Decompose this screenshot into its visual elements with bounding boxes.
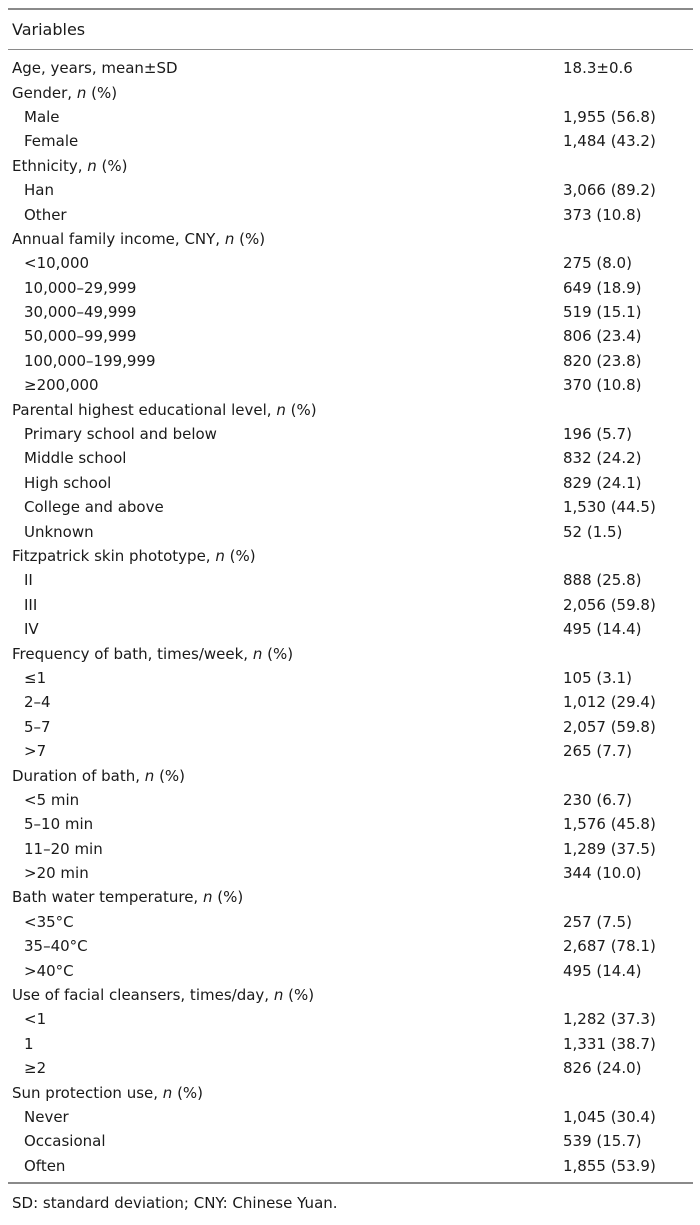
row-label: Never: [24, 1107, 69, 1126]
row-label: Ethnicity, n (%): [12, 156, 128, 175]
row-label: 35–40°C: [24, 937, 88, 956]
row-value: 196 (5.7): [563, 425, 632, 444]
table-category-row: [8, 1080, 693, 1104]
table-row: [8, 715, 693, 739]
row-label: Annual family income, CNY, n (%): [12, 229, 266, 248]
row-label: ≥200,000: [24, 376, 99, 395]
row-label: Other: [24, 205, 67, 224]
row-label: Middle school: [24, 449, 127, 468]
row-label: Age, years, mean±SD: [12, 59, 178, 78]
row-value: 230 (6.7): [563, 790, 632, 809]
table-row: [8, 910, 693, 934]
row-label: ≤1: [24, 668, 47, 687]
table-row: [8, 690, 693, 714]
table-row: [8, 373, 693, 397]
row-label: 5–7: [24, 717, 51, 736]
table-row: [8, 519, 693, 543]
table-row: [8, 446, 693, 470]
table-row: [8, 422, 693, 446]
row-label: <1: [24, 1010, 47, 1029]
table-row: [8, 1105, 693, 1129]
row-label: Female: [24, 132, 79, 151]
row-label: 5–10 min: [24, 815, 94, 834]
row-value: 1,282 (37.3): [563, 1010, 656, 1029]
table-category-row: [8, 397, 693, 421]
table-row: [8, 739, 693, 763]
row-label: <5 min: [24, 790, 80, 809]
row-label: Unknown: [24, 522, 94, 541]
row-label: >7: [24, 742, 47, 761]
table-category-row: [8, 154, 693, 178]
row-label: Use of facial cleansers, times/day, n (%): [12, 986, 315, 1005]
table-category-row: [8, 56, 693, 80]
table-row: [8, 1154, 693, 1178]
row-label: 11–20 min: [24, 839, 103, 858]
row-value: 105 (3.1): [563, 668, 632, 687]
row-label: High school: [24, 473, 112, 492]
table-category-row: [8, 983, 693, 1007]
table-row: [8, 129, 693, 153]
row-label: Occasional: [24, 1132, 106, 1151]
table-row: [8, 934, 693, 958]
table-row: [8, 812, 693, 836]
row-label: <10,000: [24, 254, 90, 273]
header-variables-label: Variables: [12, 20, 86, 39]
row-value: 1,576 (45.8): [563, 815, 656, 834]
row-label: ≥2: [24, 1059, 47, 1078]
row-label: III: [24, 595, 38, 614]
row-value: 519 (15.1): [563, 303, 642, 322]
row-value: 1,484 (43.2): [563, 132, 656, 151]
table-category-row: [8, 544, 693, 568]
row-label: 100,000–199,999: [24, 351, 156, 370]
row-value: 3,066 (89.2): [563, 181, 656, 200]
row-label: College and above: [24, 498, 164, 517]
row-label: >40°C: [24, 961, 74, 980]
table-row: [8, 593, 693, 617]
row-value: 1,955 (56.8): [563, 107, 656, 126]
row-label: 30,000–49,999: [24, 303, 137, 322]
table-category-row: [8, 227, 693, 251]
row-value: 820 (23.8): [563, 351, 642, 370]
table-row: [8, 1056, 693, 1080]
row-label: 50,000–99,999: [24, 327, 137, 346]
row-label: 10,000–29,999: [24, 278, 137, 297]
table-row: [8, 178, 693, 202]
table-row: [8, 837, 693, 861]
table-row: [8, 349, 693, 373]
characteristics-table: [8, 8, 693, 1212]
row-value: 1,855 (53.9): [563, 1156, 656, 1175]
row-label: Primary school and below: [24, 425, 217, 444]
row-value: 832 (24.2): [563, 449, 642, 468]
row-label: 1: [24, 1034, 34, 1053]
row-value: 495 (14.4): [563, 620, 642, 639]
row-value: 495 (14.4): [563, 961, 642, 980]
row-value: 2,056 (59.8): [563, 595, 656, 614]
table-row: [8, 471, 693, 495]
row-label: Han: [24, 181, 54, 200]
table-row: [8, 617, 693, 641]
table-row: [8, 1032, 693, 1056]
table-category-row: [8, 885, 693, 909]
row-value: 649 (18.9): [563, 278, 642, 297]
table-category-row: [8, 763, 693, 787]
row-label: II: [24, 571, 33, 590]
row-value: 265 (7.7): [563, 742, 632, 761]
table-row: [8, 251, 693, 275]
table-row: [8, 202, 693, 226]
table-row: [8, 324, 693, 348]
table-row: [8, 1129, 693, 1153]
row-value: 344 (10.0): [563, 864, 642, 883]
table-row: [8, 788, 693, 812]
row-value: 1,331 (38.7): [563, 1034, 656, 1053]
row-value: 1,530 (44.5): [563, 498, 656, 517]
row-label: Sun protection use, n (%): [12, 1083, 204, 1102]
row-label: Fitzpatrick skin phototype, n (%): [12, 547, 256, 565]
row-value: 1,012 (29.4): [563, 693, 656, 712]
row-label: Frequency of bath, times/week, n (%): [12, 644, 294, 663]
row-value: 829 (24.1): [563, 473, 642, 492]
table-row: [8, 105, 693, 129]
row-label: Bath water temperature, n (%): [12, 888, 244, 907]
table-row: [8, 276, 693, 300]
row-value: 2,057 (59.8): [563, 717, 656, 736]
table-row: [8, 666, 693, 690]
table-row: [8, 958, 693, 982]
table-row: [8, 300, 693, 324]
row-value: 1,045 (30.4): [563, 1107, 656, 1126]
row-value: 539 (15.7): [563, 1132, 642, 1151]
row-value: 373 (10.8): [563, 205, 642, 224]
table-footnote: SD: standard deviation; CNY: Chinese Yuan.: [12, 1193, 338, 1212]
table-row: [8, 568, 693, 592]
table-header: [8, 10, 693, 49]
table-category-row: [8, 641, 693, 665]
row-label: Male: [24, 107, 60, 126]
row-label: Duration of bath, n (%): [12, 766, 186, 785]
row-value: 18.3±0.6: [563, 59, 633, 78]
row-label: IV: [24, 620, 39, 639]
row-value: 52 (1.5): [563, 522, 623, 541]
table-body: [8, 50, 693, 1182]
table-row: [8, 495, 693, 519]
row-label: Parental highest educational level, n (%): [12, 400, 317, 419]
table-bottom-rule: [8, 1182, 693, 1184]
row-value: 275 (8.0): [563, 254, 632, 273]
row-value: 826 (24.0): [563, 1059, 642, 1078]
row-label: Often: [24, 1156, 66, 1175]
row-label: <35°C: [24, 912, 74, 931]
row-label: 2–4: [24, 693, 51, 712]
row-label: >20 min: [24, 864, 89, 883]
row-value: 370 (10.8): [563, 376, 642, 395]
row-label: Gender, n (%): [12, 83, 118, 102]
row-value: 2,687 (78.1): [563, 937, 656, 956]
table-row: [8, 861, 693, 885]
row-value: 888 (25.8): [563, 571, 642, 590]
table-category-row: [8, 80, 693, 104]
row-value: 1,289 (37.5): [563, 839, 656, 858]
row-value: 257 (7.5): [563, 912, 632, 931]
row-value: 806 (23.4): [563, 327, 642, 346]
table-row: [8, 1007, 693, 1031]
